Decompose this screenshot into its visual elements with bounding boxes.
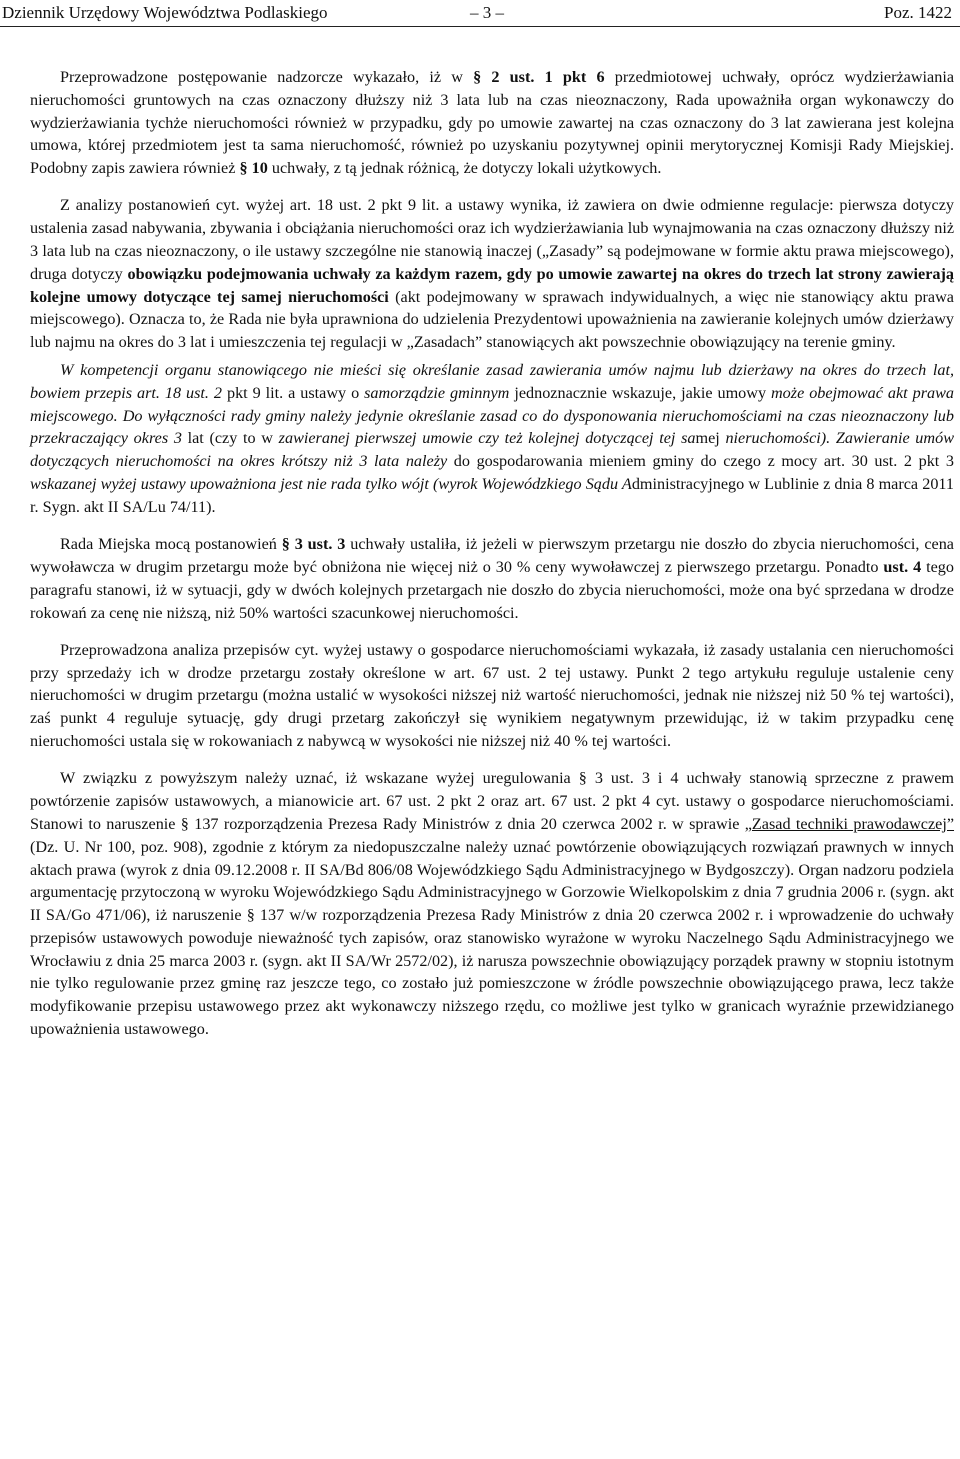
text-run: Przeprowadzone postępowanie nadzorcze wykazało, iż w: [60, 68, 474, 86]
text-run: Rada Miejska mocą postanowień: [60, 535, 282, 554]
text-run: jednoznacznie wskazuje, jakie umowy: [509, 383, 771, 402]
text-run: „Zasad techniki prawodawczej”: [744, 814, 955, 833]
text-run: § 3 ust. 3: [281, 535, 346, 554]
text-run: W kompetencji organu stanowiącego nie mieści się określanie zasad zawierania umów najmu lub dzierżawy na okres do trzech lat, bowiem przepis art. 18 ust. 2: [30, 361, 954, 402]
page-header: [0, 0, 960, 26]
text-run: pkt 9 lit. a ustawy o: [222, 383, 365, 402]
page-number: – 3 –: [470, 3, 504, 22]
text-run: Przeprowadzona analiza przepisów cyt. wyżej ustawy o gospodarce nieruchomościami wykazała, iż zasady ustalania cen nieruchomości przy sprzedaży ich w drodze przetargu zostały określone w art. 67 ust. 2 tej ustawy. Punkt 2 tego artykułu reguluje ustalenie ceny nieruchomości w drugim przetargu (można ustalić w wysokości niższej niż wartość nieruchomości, jednak nie niższej niż 50 % tej wartości), zaś punkt 4 reguluje sytuację, gdy drugi przetarg zakończył się wynikiem negatywnym przewidując, iż w takim przypadku cenę nieruchomości ustala się w rokowaniach z nabywcą w wysokości nie niższej niż 40 % tej wartości.: [30, 640, 954, 751]
text-run: (Dz. U. Nr 100, poz. 908), zgodnie z którym za niedopuszczalne należy uznać powtórzenie obowiązujących rozwiązań prawnych w innych aktach prawa (wyrok z dnia 09.12.2008 r. II SA/Bd 806/08 Wojewódzkiego Sądu Administracyjnego w Bydgoszczy). Organ nadzoru podziela argumentację przytoczoną w wyroku Wojewódzkiego Sądu Administracyjnego w Gorzowie Wielkopolskim z dnia 7 grudnia 2006 r. (sygn. akt II SA/Go 471/06), iż naruszenie § 137 w/w rozporządzenia Prezesa Rady Ministrów z dnia 20 czerwca 2002 r. i wprowadzenie do uchwały przepisów ustawowych powoduje nieważność tych zapisów, oraz stanowisko wyrażone w wyroku Naczelnego Sądu Administracyjnego we Wrocławiu z dnia 25 marca 2003 r. (sygn. akt II SA/Wr 2572/02), iż narusza powszechnie obowiązujący porządek prawny w stopniu istotnym nie tylko regulowanie przez gminę raz jeszcze tego, co zostało już pomieszczone w źródle powszechnie obowiązującego prawa, lecz także modyfikowanie przepisu ustawowego przez akt wykonawczy niższego rzędu, co możliwe jest tylko w granicach wyraźnie przewidzianego upoważnienia ustawowego.: [30, 837, 954, 1039]
journal-title: Dziennik Urzędowy Województwa Podlaskiego: [2, 3, 328, 22]
header-rule: [0, 26, 960, 27]
paragraph-3: [30, 359, 954, 519]
paragraph-2: [30, 194, 954, 354]
text-run: nieruchomości). Zawieranie umów dotyczących nieruchomości na okres krótszy niż 3 lata należy: [30, 429, 954, 471]
text-run: § 10: [239, 159, 268, 178]
text-run: dministracyjnego w Lublinie z dnia 8 marca 2011 r. Sygn. akt II SA/Lu 74/11).: [30, 475, 954, 516]
paragraph-6: [30, 767, 954, 1041]
text-run: Z analizy postanowień cyt. wyżej art. 18 ust. 2 pkt 9 lit. a ustawy wynika, iż zawiera on dwie odmienne regulacje: pierwsza dotyczy ustalenia zasad nabywania, zbywania i obciążania nieruchomości oraz ich wydzierżawiania lub wynajmowania na czas oznaczony dłuższy niż 3 lata lub na czas nieoznaczony, o ile ustawy szczególne nie stanowią inaczej („Zasady” są podejmowane w formie aktu prawa miejscowego), druga dotyczy: [30, 196, 954, 283]
text-run: W związku z powyższym należy uznać, iż wskazane wyżej uregulowania § 3 ust. 3 i 4 uchwały stanowią sprzeczne z prawem powtórzenie zapisów ustawowych, a mianowicie art. 67 ust. 2 pkt 2 oraz art. 67 ust. 2 pkt 4 cyt. ustawy o gospodarce nieruchomościami. Stanowi to naruszenie § 137 rozporządzenia Prezesa Rady Ministrów z dnia 20 czerwca 2002 r. w sprawie: [30, 769, 954, 833]
text-run: ust. 4: [883, 557, 922, 576]
text-run: obowiązku podejmowania uchwały za każdym razem, gdy po umowie zawartej na okres do trzech lat strony zawierają kolejne umowy dotyczące tej samej nieruchomości: [30, 264, 954, 306]
position-number: Poz. 1422: [884, 3, 952, 22]
text-run: zawieranej pierwszej umowie czy też kolejnej dotyczącej tej sa: [278, 429, 696, 448]
text-run: § 2 ust. 1 pkt 6: [473, 68, 605, 86]
text-run: (akt podejmowany w sprawach indywidualnych, a więc nie stanowiący aktu prawa miejscowego). Oznacza to, że Rada nie była uprawniona do udzielenia Prezydentowi upoważnienia na zawieranie kolejnych umów dzierżawy lub najmu na okres do 3 lat i umieszczenia tej regulacji w „Zasadach” stanowiących akt powszechnie obowiązujący na terenie gminy.: [30, 287, 954, 352]
text-run: samorządzie gminnym: [364, 383, 510, 402]
text-run: może obejmować akt prawa miejscowego. Do wyłączności rady gminy należy jedynie określanie zasad co do dysponowania nieruchomościami na czas nieoznaczony lub przekraczający okres 3: [30, 383, 954, 448]
text-run: do gospodarowania mieniem gminy do czego z mocy art. 30 ust. 2 pkt 3: [447, 452, 954, 471]
text-run: lat (czy to w: [181, 429, 279, 448]
paragraph-1: [30, 66, 954, 180]
text-run: uchwały, z tą jednak różnicą, że dotyczy lokali użytkowych.: [267, 159, 662, 178]
text-run: uchwały ustaliła, iż jeżeli w pierwszym przetargu nie doszło do zbycia nieruchomości, cena wywoławcza w drugim przetargu może być obniżona nie więcej niż o 30 % ceny wywoławczej z pierwszego przetargu. Ponadto: [30, 535, 954, 576]
text-run: wskazanej wyżej ustawy upoważniona jest nie rada tylko wójt (wyrok Wojewódzkiego Sądu A: [30, 475, 632, 494]
document-body: [30, 66, 954, 1055]
text-run: tego paragrafu stanowi, iż w sytuacji, gdy w dwóch kolejnych przetargach nie doszło do zbycia nieruchomości, może ona być sprzedana w drodze rokowań za cenę nie niższą, niż 50% wartości szacunkowej nieruchomości.: [30, 557, 954, 622]
text-run: mej: [695, 429, 726, 448]
paragraph-5: [30, 639, 954, 753]
text-run: przedmiotowej uchwały, oprócz wydzierżawiania nieruchomości gruntowych na czas oznaczony dłuższy niż 3 lata lub na czas nieoznaczony, Rada upoważniła organ wykonawczy do wydzierżawiania tychże nieruchomości również w przypadku, gdy po umowie zawartej na czas oznaczony do 3 lat zawierana jest kolejna umowa, której przedmiotem jest ta sama nieruchomość, również po uzyskaniu pozytywnej opinii merytorycznej Komisji Rady Miejskiej. Podobny zapis zawiera również: [30, 68, 954, 178]
paragraph-4: [30, 533, 954, 624]
